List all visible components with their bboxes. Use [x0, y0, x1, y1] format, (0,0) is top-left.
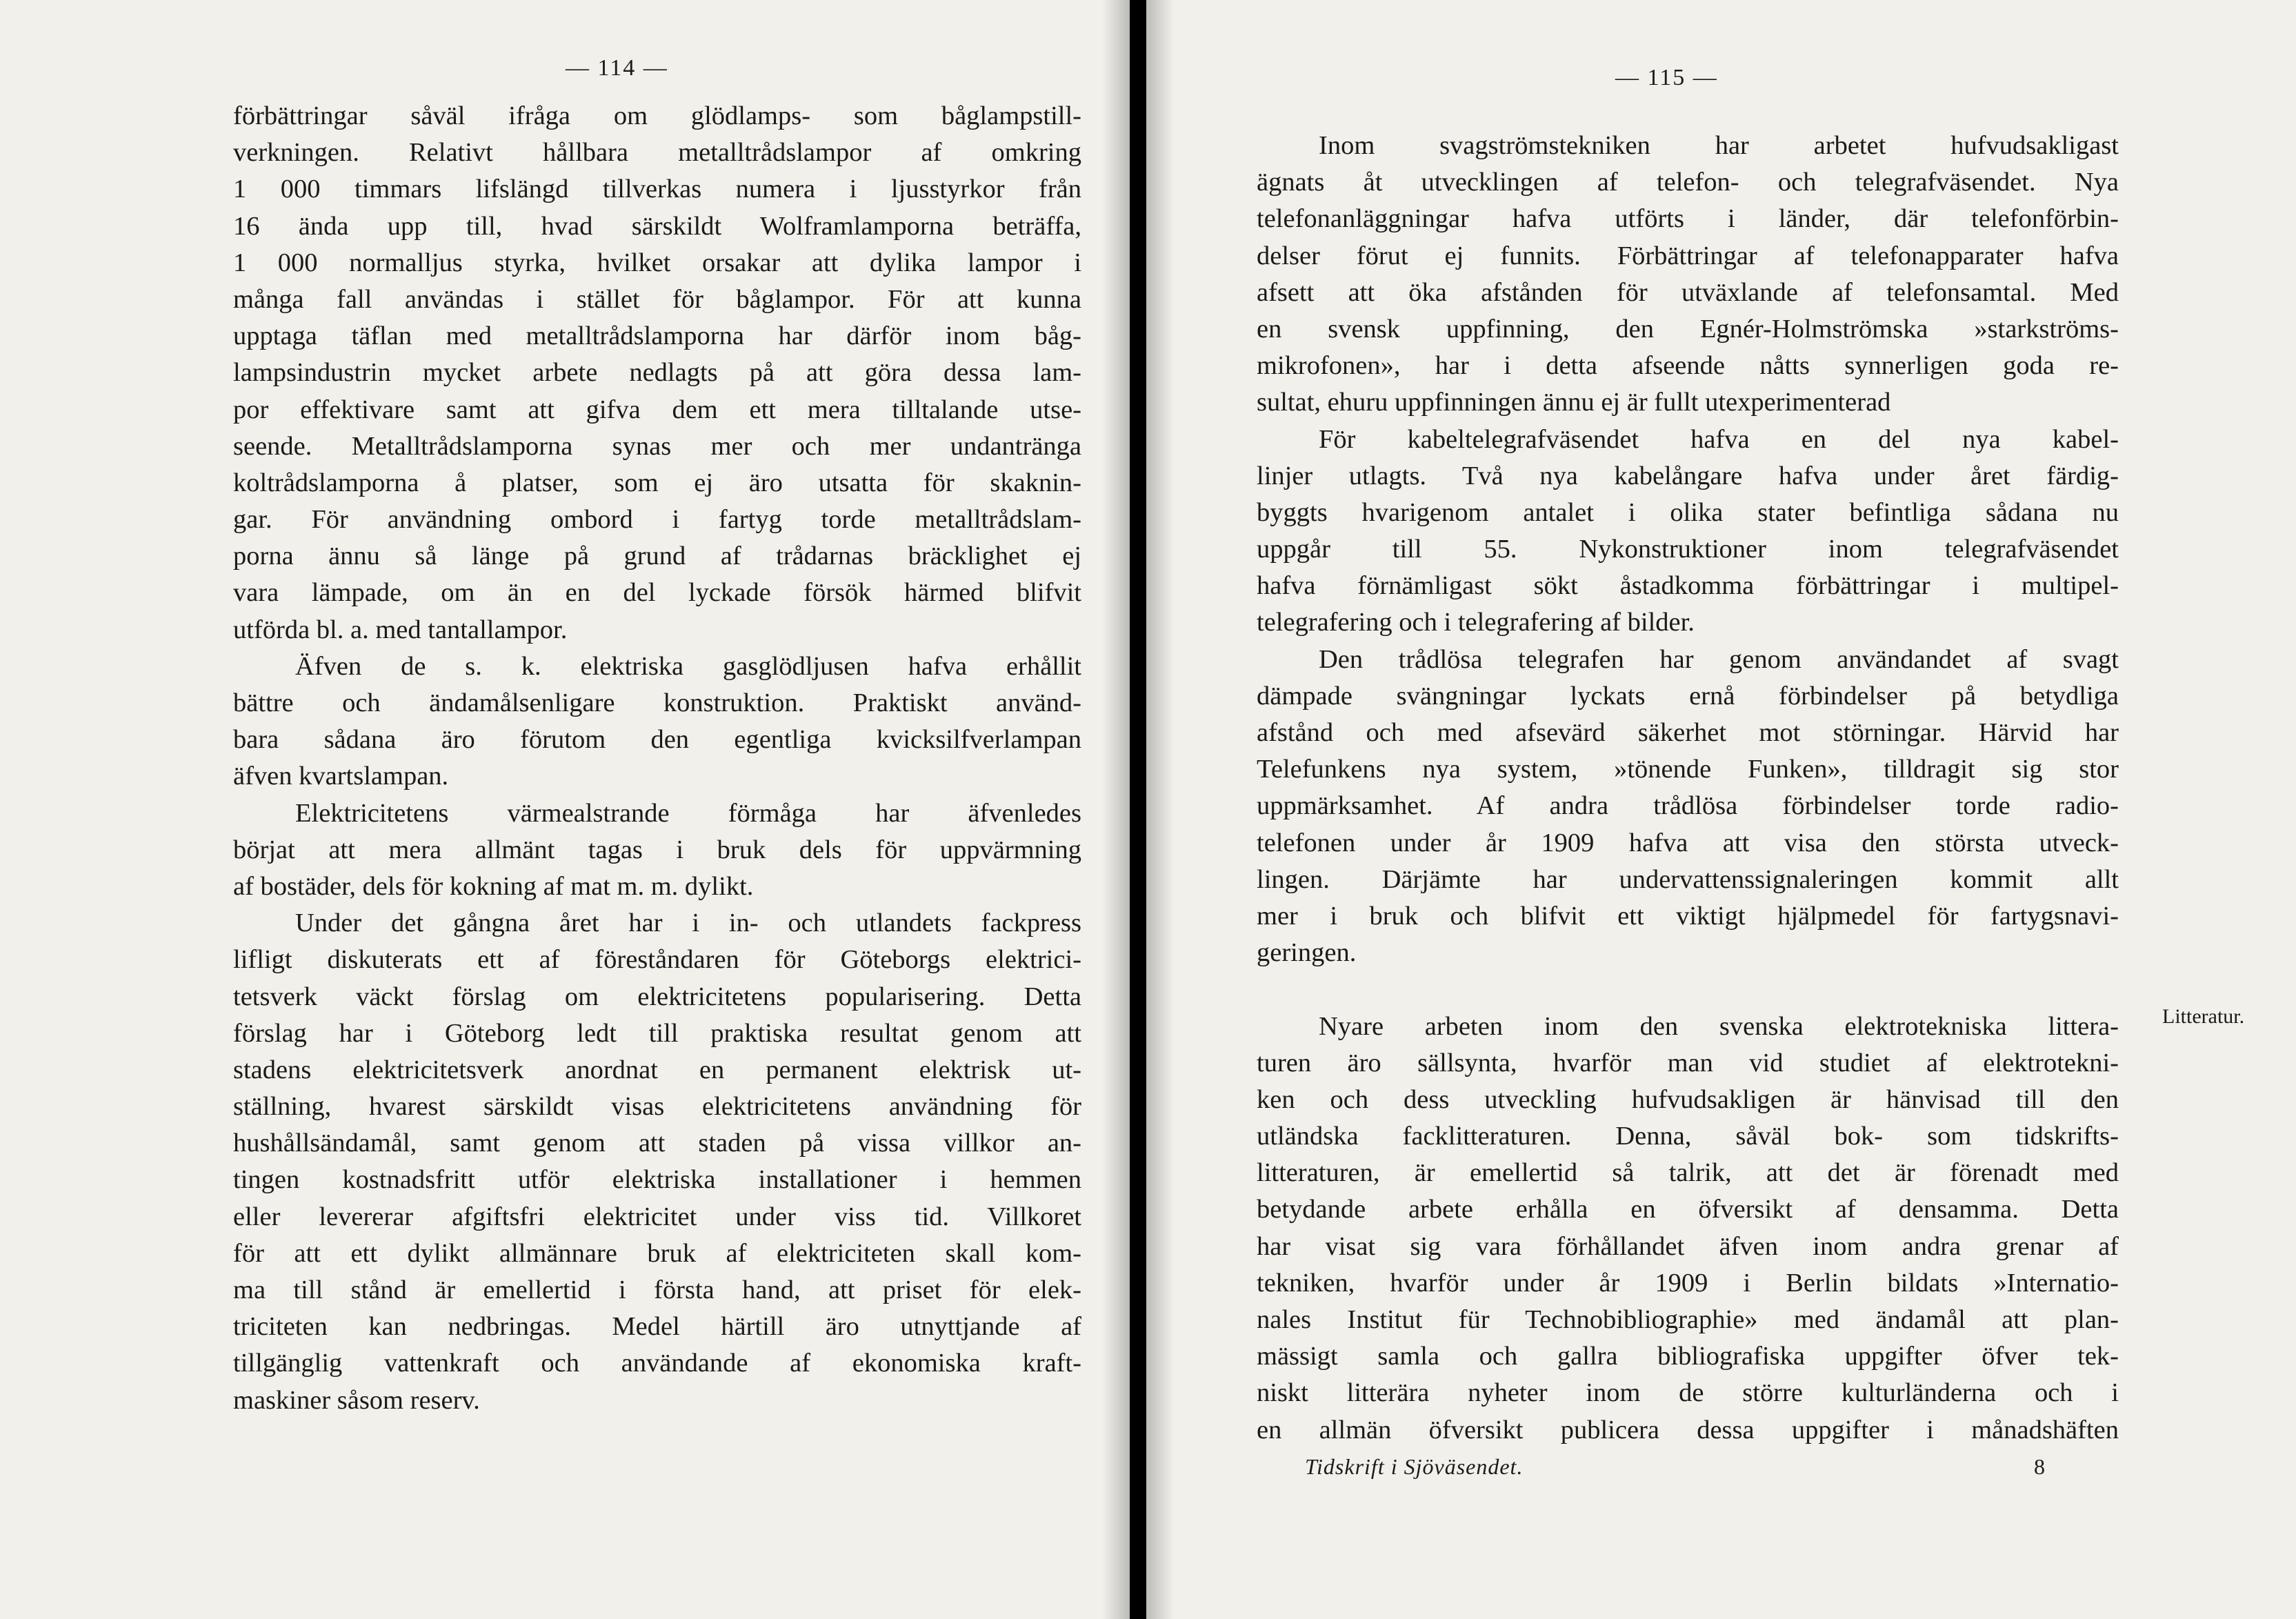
text-line: byggts hvarigenom antalet i olika stater befintliga sådana nu: [1257, 497, 2119, 527]
page-number: — 115 —: [1615, 65, 1718, 90]
text-line: vara lämpade, om än en del lyckade försök härmed blifvit: [233, 578, 1081, 608]
gutter-shadow: [1102, 0, 1130, 1619]
text-line: mer i bruk och blifvit ett viktigt hjälpmedel för fartygsnavi-: [1257, 901, 2119, 931]
paragraph-start: Den trådlösa telegrafen har genom användandet af svagt: [1319, 644, 2119, 674]
paragraph-gap: [1257, 971, 2119, 1008]
text-line: 1 000 timmars lifslängd tillverkas numera i ljusstyrkor från: [233, 175, 1081, 204]
text-line: telegrafering och i telegrafering af bilder.: [1257, 608, 1695, 637]
text-line: bättre och ändamålsenligare konstruktion. Praktiskt använd-: [233, 688, 1081, 717]
text-line: hafva förnämligast sökt åstadkomma förbättringar i multipel-: [1257, 571, 2119, 601]
text-line: linjer utlagts. Två nya kabelångare hafva under året färdig-: [1257, 461, 2119, 490]
text-line: tingen kostnadsfritt utför elektriska installationer i hemmen: [233, 1165, 1081, 1195]
text-line: uppgår till 55. Nykonstruktioner inom telegrafväsendet: [1257, 535, 2119, 564]
paragraph-start: Inom svagströmstekniken har arbetet hufvudsakligast: [1319, 131, 2119, 160]
text-line: mässigt samla och gallra bibliografiska uppgifter öfver tek-: [1257, 1342, 2119, 1371]
text-line: uppmärksamhet. Af andra trådlösa förbindelser torde radio-: [1257, 791, 2119, 821]
text-line: dämpade svängningar lyckats ernå förbindelser på betydliga: [1257, 681, 2119, 711]
paragraph-start: Under det gångna året har i in- och utlandets fackpress: [295, 908, 1081, 938]
text-line: utländska facklitteraturen. Denna, såväl bok- som tidskrifts-: [1257, 1122, 2119, 1151]
text-line: litteraturen, är emellertid så talrik, att det är förenadt med: [1257, 1158, 2119, 1188]
text-line: 1 000 normalljus styrka, hvilket orsakar att dylika lampor i: [233, 248, 1081, 277]
text-line: lampsindustrin mycket arbete nedlagts på att göra dessa lam-: [233, 358, 1081, 388]
text-line: har visat sig vara förhållandet äfven inom andra grenar af: [1257, 1231, 2119, 1261]
text-line: porna ännu så länge på grund af trådarnas bräcklighet ej: [233, 542, 1081, 571]
text-line: lingen. Därjämte har undervattenssignaleringen kommit allt: [1257, 864, 2119, 894]
text-line: afsett att öka afstånden för utväxlande af telefonsamtal. Med: [1257, 277, 2119, 307]
gutter-shadow: [1146, 0, 1174, 1619]
paragraph-start: För kabeltelegrafväsendet hafva en del nya kabel-: [1319, 424, 2119, 454]
text-line: af bostäder, dels för kokning af mat m. m. dylikt.: [233, 871, 754, 901]
text-line: tekniken, hvarför under år 1909 i Berlin bildats »Internatio-: [1257, 1268, 2119, 1298]
paragraph-start: Nyare arbeten inom den svenska elektrotekniska littera-: [1319, 1011, 2119, 1041]
text-line: förbättringar såväl ifråga om glödlamps- som båglampstill-: [233, 101, 1081, 130]
text-line: förslag har i Göteborg ledt till praktiska resultat genom att: [233, 1018, 1081, 1048]
text-line: 16 ända upp till, hvad särskildt Wolframlamporna beträffa,: [233, 211, 1081, 241]
text-line: bara sådana äro förutom den egentliga kvicksilfverlampan: [233, 725, 1081, 755]
text-line: många fall användas i stället för båglampor. För att kunna: [233, 284, 1081, 314]
text-line: stadens elektricitetsverk anordnat en permanent elektrisk ut-: [233, 1055, 1081, 1084]
text-line: sultat, ehuru uppfinningen ännu ej är fullt utexperimenterad: [1257, 388, 1891, 417]
right-page: [1146, 0, 2296, 1619]
text-line: nales Institut für Technobibliographie» med ändamål att plan-: [1257, 1305, 2119, 1334]
text-line: lifligt diskuterats ett af föreståndaren för Göteborgs elektrici-: [233, 945, 1081, 975]
text-line: geringen.: [1257, 938, 1357, 968]
text-line: por effektivare samt att gifva dem ett mera tilltalande utse-: [233, 395, 1081, 424]
text-line: koltrådslamporna å platser, som ej äro utsatta för skaknin-: [233, 468, 1081, 497]
text-line: delser förut ej funnits. Förbättringar af telefonapparater hafva: [1257, 241, 2119, 270]
text-line: en svensk uppfinning, den Egnér-Holmströmska »starkströms-: [1257, 314, 2119, 344]
text-line: maskiner såsom reserv.: [233, 1385, 480, 1415]
text-line: Telefunkens nya system, »tönende Funken», tilldragit sig stor: [1257, 755, 2119, 784]
margin-note: Litteratur.: [2162, 1005, 2245, 1028]
paragraph-start: Äfven de s. k. elektriska gasglödljusen hafva erhållit: [295, 651, 1081, 681]
text-line: upptaga täflan med metalltrådslamporna har därför inom båg-: [233, 321, 1081, 351]
text-line: niskt litterära nyheter inom de större kulturländerna och i: [1257, 1378, 2119, 1408]
body-text: [233, 98, 1081, 1419]
text-line: ken och dess utveckling hufvudsakligen är hänvisad till den: [1257, 1084, 2119, 1114]
text-line: verkningen. Relativt hållbara metalltrådslampor af omkring: [233, 138, 1081, 168]
text-line: ma till stånd är emellertid i första hand, att priset för elek-: [233, 1275, 1081, 1304]
text-line: en allmän öfversikt publicera dessa uppgifter i månadshäften: [1257, 1415, 2119, 1444]
text-line: triciteten kan nedbringas. Medel härtill äro utnyttjande af: [233, 1312, 1081, 1342]
text-line: gar. För användning ombord i fartyg torde metalltrådslam-: [233, 505, 1081, 535]
text-line: betydande arbete erhålla en öfversikt af densamma. Detta: [1257, 1195, 2119, 1224]
body-text: [1257, 128, 2119, 1449]
text-line: tetsverk väckt förslag om elektricitetens popularisering. Detta: [233, 982, 1081, 1011]
text-line: afstånd och med afsevärd säkerhet mot störningar. Härvid har: [1257, 718, 2119, 747]
text-line: tillgänglig vattenkraft och användande af ekonomiska kraft-: [233, 1349, 1081, 1378]
text-line: ägnats åt utvecklingen af telefon- och telegrafväsendet. Nya: [1257, 168, 2119, 197]
signature-mark: 8: [2034, 1454, 2045, 1479]
text-line: hushållsändamål, samt genom att staden på vissa villkor an-: [233, 1129, 1081, 1158]
text-line: börjat att mera allmänt tagas i bruk dels för uppvärmning: [233, 835, 1081, 864]
text-line: utförda bl. a. med tantallampor.: [233, 615, 568, 644]
text-line: för att ett dylikt allmännare bruk af elektriciteten skall kom-: [233, 1238, 1081, 1268]
text-line: telefonanläggningar hafva utförts i länder, där telefonförbin-: [1257, 204, 2119, 234]
text-line: ställning, hvarest särskildt visas elektricitetens användning för: [233, 1092, 1081, 1122]
text-line: telefonen under år 1909 hafva att visa den största utveck-: [1257, 828, 2119, 857]
text-line: äfven kvartslampan.: [233, 762, 449, 791]
text-line: turen äro sällsynta, hvarför man vid studiet af elektrotekni-: [1257, 1048, 2119, 1077]
text-line: eller levererar afgiftsfri elektricitet under viss tid. Villkoret: [233, 1202, 1081, 1231]
page-number: — 114 —: [566, 55, 668, 81]
footer-title: Tidskrift i Sjöväsendet.: [1305, 1454, 1524, 1479]
left-page: [0, 0, 1130, 1619]
text-line: seende. Metalltrådslamporna synas mer och mer undantränga: [233, 431, 1081, 461]
paragraph-start: Elektricitetens värmealstrande förmåga har äfvenledes: [295, 798, 1081, 828]
text-line: mikrofonen», har i detta afseende nåtts synnerligen goda re-: [1257, 351, 2119, 381]
